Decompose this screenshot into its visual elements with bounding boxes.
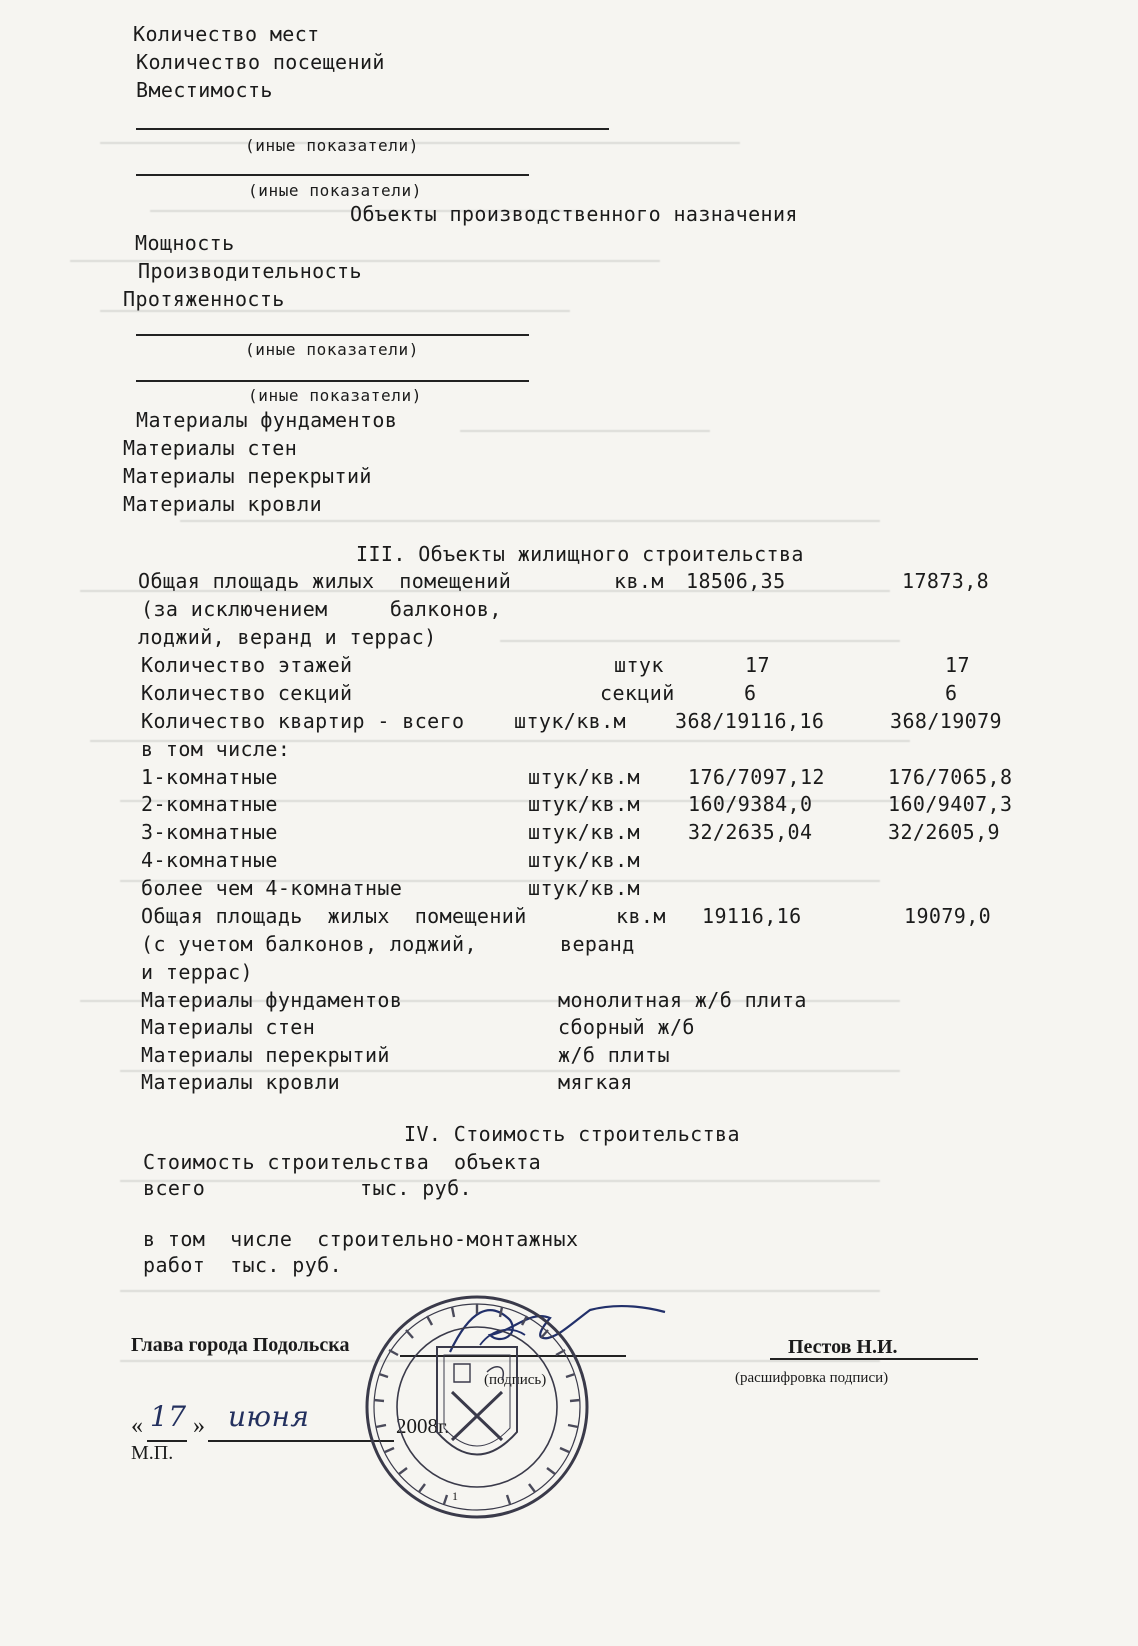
housing-material-value: ж/б плиты [558, 1043, 670, 1067]
housing-row-name: Количество секций [141, 681, 353, 705]
signature-caption: (подпись) [484, 1372, 547, 1388]
housing-row-unit: штук [614, 653, 664, 677]
production-material-floors: Материалы перекрытий [123, 464, 372, 488]
housing-row-fact: 17873,8 [902, 569, 990, 593]
housing-row-fact: 17 [945, 653, 970, 677]
housing-row-unit: штук/кв.м [528, 848, 640, 872]
housing-row-name: (с учетом балконов, лоджий, [141, 932, 477, 956]
production-material-walls: Материалы стен [123, 436, 298, 460]
production-item-length: Протяженность [123, 287, 285, 311]
housing-row-name: Количество этажей [141, 653, 353, 677]
housing-row-name: Количество квартир - всего [141, 709, 465, 733]
housing-row-unit: штук/кв.м [528, 792, 640, 816]
housing-row-fact: 176/7065,8 [888, 765, 1013, 789]
cost-line-object: Стоимость строительства объекта [143, 1150, 542, 1174]
production-material-foundation: Материалы фундаментов [136, 408, 398, 432]
fill-line [136, 334, 529, 336]
housing-material-value: сборный ж/б [558, 1015, 695, 1039]
cost-line-total-label: всего [143, 1176, 206, 1200]
housing-row-name: Общая площадь жилых помещений [141, 904, 527, 928]
housing-material-value: монолитная ж/б плита [558, 988, 807, 1012]
housing-row-unit: кв.м [614, 569, 664, 593]
production-item-productivity: Производительность [138, 259, 362, 283]
housing-row-fact: 160/9407,3 [888, 792, 1013, 816]
other-indicators-caption: (иные показатели) [248, 181, 422, 200]
housing-row-name: 1-комнатные [141, 765, 278, 789]
housing-row-unit: веранд [560, 932, 635, 956]
housing-material-value: мягкая [558, 1070, 633, 1094]
housing-row-name: в том числе: [141, 737, 291, 761]
date-quote-open: « [131, 1413, 143, 1439]
housing-row-name: более чем 4-комнатные [141, 876, 403, 900]
capacity-item-volume: Вместимость [136, 78, 273, 102]
housing-row-project: 6 [744, 681, 757, 705]
housing-row-unit: штук/кв.м [528, 765, 640, 789]
housing-row-name: Общая площадь жилых помещений [138, 569, 512, 593]
date-quote-close: » [193, 1413, 205, 1439]
housing-row-name: лоджий, веранд и террас) [138, 625, 437, 649]
housing-row-name: 3-комнатные [141, 820, 278, 844]
capacity-item-visits: Количество посещений [136, 50, 385, 74]
housing-row-name: и террас) [141, 960, 253, 984]
housing-row-name: 2-комнатные [141, 792, 278, 816]
housing-row-unit: секций [600, 681, 675, 705]
housing-row-fact: 6 [945, 681, 958, 705]
cost-line-construction: в том числе строительно-монтажных [143, 1227, 579, 1251]
housing-row-project: 32/2635,04 [688, 820, 813, 844]
housing-row-project: 18506,35 [686, 569, 786, 593]
housing-row-project: 17 [745, 653, 770, 677]
housing-row-project: 368/19116,16 [675, 709, 825, 733]
housing-material-name: Материалы фундаментов [141, 988, 403, 1012]
housing-row-unit: штук/кв.м [528, 820, 640, 844]
other-indicators-caption: (иные показатели) [245, 136, 419, 155]
housing-row-name: (за исключением балконов, [141, 597, 502, 621]
housing-row-unit: штук/кв.м [514, 709, 626, 733]
seal-place-label: М.П. [131, 1442, 174, 1464]
other-indicators-caption: (иные показатели) [245, 340, 419, 359]
signatory-position: Глава города Подольска [131, 1334, 350, 1356]
official-seal-icon [362, 1292, 592, 1522]
name-caption: (расшифровка подписи) [735, 1370, 889, 1386]
date-month: июня [228, 1400, 310, 1433]
fill-line [136, 174, 529, 176]
fill-line [136, 128, 609, 130]
other-indicators-caption: (иные показатели) [248, 386, 422, 405]
housing-row-fact: 32/2605,9 [888, 820, 1000, 844]
date-year: 2008г. [396, 1414, 450, 1438]
housing-material-name: Материалы стен [141, 1015, 316, 1039]
production-item-power: Мощность [135, 231, 235, 255]
housing-material-name: Материалы перекрытий [141, 1043, 390, 1067]
housing-section-title: III. Объекты жилищного строительства [356, 542, 804, 566]
signatory-name: Пестов Н.И. [788, 1336, 898, 1358]
housing-row-project: 176/7097,12 [688, 765, 825, 789]
housing-row-project: 160/9384,0 [688, 792, 813, 816]
capacity-item-places: Количество мест [133, 22, 320, 46]
cost-line-total-unit: тыс. руб. [360, 1176, 472, 1200]
date-day: 17 [150, 1400, 187, 1433]
cost-section-title: IV. Стоимость строительства [404, 1122, 740, 1146]
cost-line-works: работ тыс. руб. [143, 1253, 343, 1277]
housing-row-fact: 19079,0 [904, 904, 992, 928]
seal-number: 1 [452, 1489, 458, 1503]
housing-material-name: Материалы кровли [141, 1070, 341, 1094]
production-material-roof: Материалы кровли [123, 492, 323, 516]
production-section-title: Объекты производственного назначения [350, 202, 798, 226]
housing-row-name: 4-комнатные [141, 848, 278, 872]
fill-line [136, 380, 529, 382]
housing-row-project: 19116,16 [702, 904, 802, 928]
housing-row-fact: 368/19079 [890, 709, 1002, 733]
name-line [770, 1358, 978, 1360]
housing-row-unit: штук/кв.м [528, 876, 640, 900]
housing-row-unit: кв.м [616, 904, 666, 928]
